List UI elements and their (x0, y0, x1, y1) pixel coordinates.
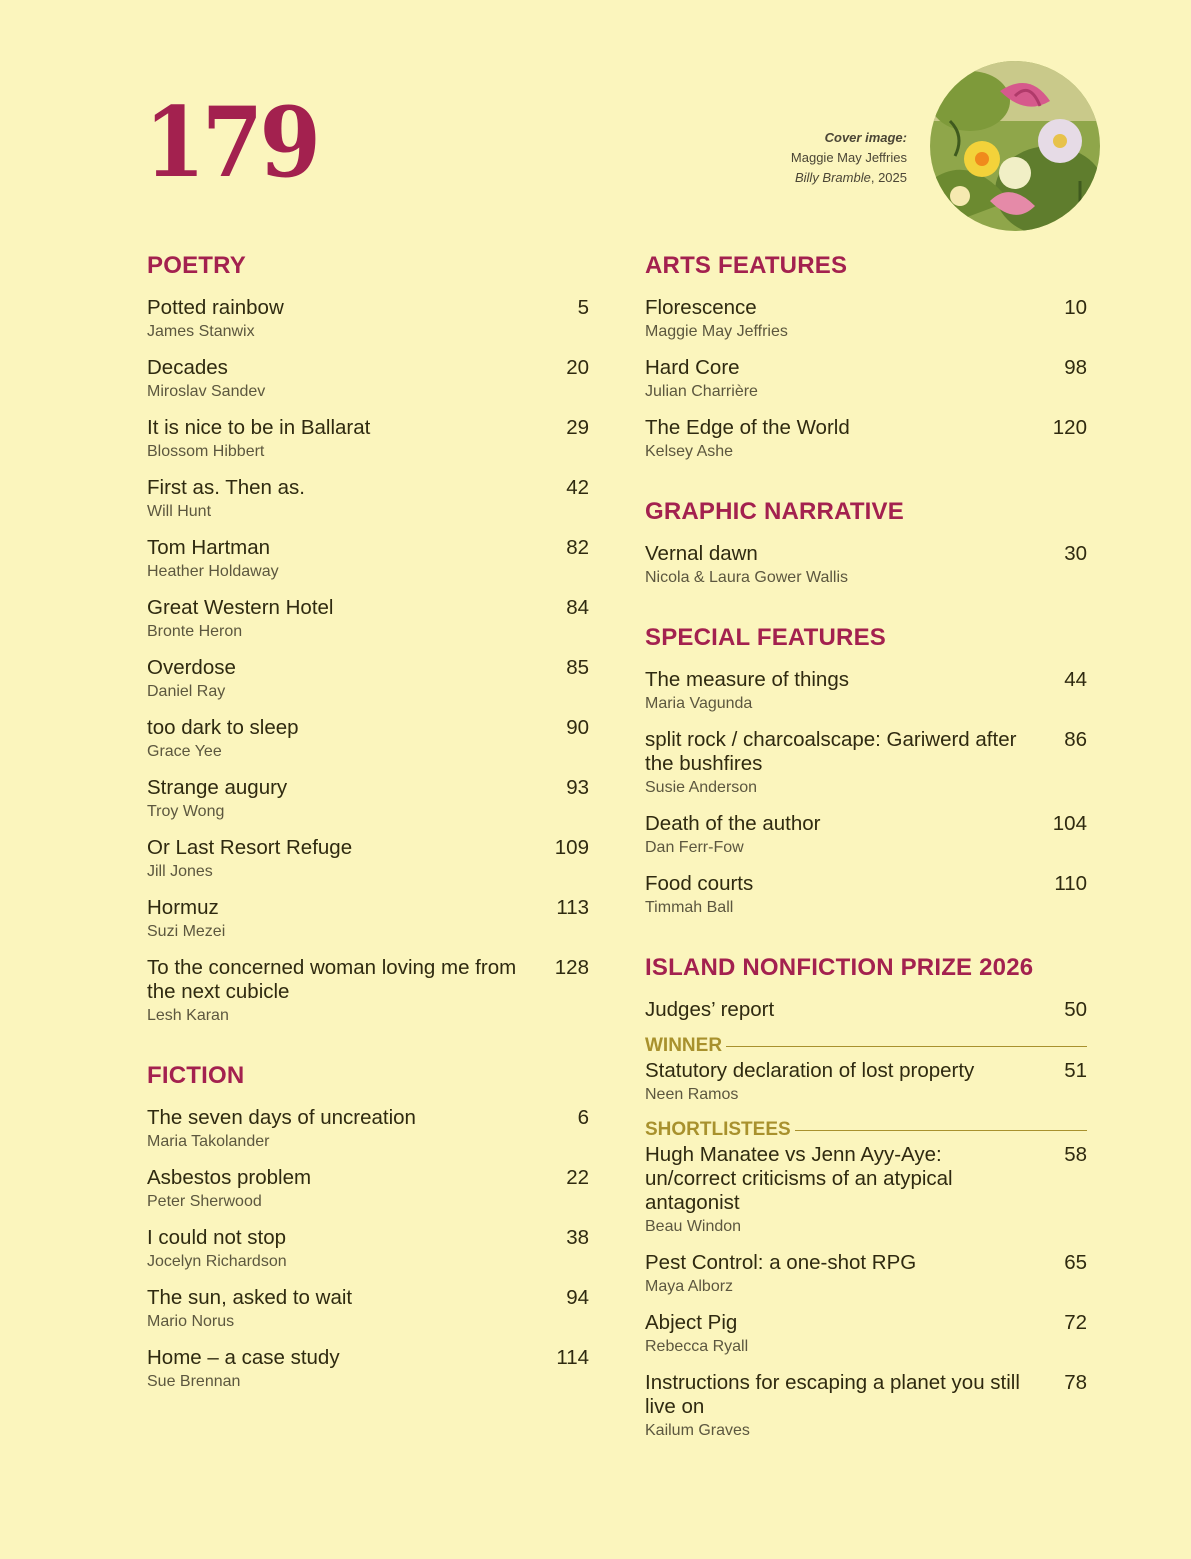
section-title: POETRY (147, 252, 246, 279)
entry-author: Rebecca Ryall (645, 1338, 749, 1355)
entry-title: Home – a case study (147, 1346, 340, 1369)
entry-subtitle: un/correct criticisms of an atypical antagonist (645, 1167, 953, 1214)
toc-entry[interactable] (147, 356, 589, 403)
special-list (645, 668, 1087, 919)
section-title: ISLAND NONFICTION PRIZE 2026 (645, 954, 1034, 981)
toc-entry[interactable] (645, 728, 1087, 799)
entry-page: 44 (1064, 668, 1087, 691)
entry-title: Decades (147, 356, 228, 379)
toc-entry[interactable] (147, 776, 589, 823)
section-title: SPECIAL FEATURES (645, 624, 887, 651)
toc-entry[interactable] (645, 998, 1087, 1022)
entry-page: 98 (1064, 356, 1087, 379)
entry-page: 86 (1064, 728, 1087, 751)
entry-page: 22 (566, 1166, 589, 1189)
entry-author: Heather Holdaway (147, 563, 279, 580)
entry-page: 65 (1064, 1251, 1087, 1274)
entry-author: Neen Ramos (645, 1086, 739, 1103)
toc-entry[interactable] (147, 1226, 589, 1273)
entry-author: Maya Alborz (645, 1278, 734, 1295)
entry-page: 104 (1052, 812, 1087, 835)
toc-entry[interactable] (147, 956, 589, 1027)
entry-page: 58 (1064, 1143, 1087, 1166)
entry-title: Judges’ report (645, 998, 775, 1021)
entry-title: Pest Control: a one-shot RPG (645, 1251, 917, 1274)
poetry-list (147, 296, 589, 1027)
entry-title: Potted rainbow (147, 296, 284, 319)
entry-author: Grace Yee (147, 743, 222, 760)
section-special (645, 624, 1087, 919)
entry-author: Blossom Hibbert (147, 443, 265, 460)
cover-work (791, 168, 907, 188)
cover-image (930, 61, 1100, 231)
entry-page: 42 (566, 476, 589, 499)
entry-page: 120 (1052, 416, 1087, 439)
shortlist-label: SHORTLISTEES (645, 1119, 1087, 1141)
entry-author: Suzi Mezei (147, 923, 226, 940)
entry-subtitle: a one-shot RPG (763, 1251, 917, 1274)
entry-title: Great Western Hotel (147, 596, 334, 619)
toc-entry[interactable] (645, 1371, 1087, 1442)
toc-entry[interactable] (147, 1106, 589, 1153)
entry-page: 128 (554, 956, 589, 979)
entry-author: James Stanwix (147, 323, 255, 340)
section-fiction (147, 1062, 589, 1393)
entry-page: 90 (566, 716, 589, 739)
entry-title: Overdose (147, 656, 236, 679)
entry-page: 109 (554, 836, 589, 859)
entry-author: Lesh Karan (147, 1007, 229, 1024)
entry-title: too dark to sleep (147, 716, 299, 739)
section-arts (645, 252, 1087, 463)
entry-title: The measure of things (645, 668, 849, 691)
cover-label: Cover image: (824, 130, 907, 145)
entry-title: Statutory declaration of lost property (645, 1059, 975, 1082)
toc-entry[interactable] (147, 836, 589, 883)
entry-page: 38 (566, 1226, 589, 1249)
winner-label: WINNER (645, 1035, 1087, 1057)
entry-page: 85 (566, 656, 589, 679)
toc-entry[interactable] (147, 416, 589, 463)
divider (726, 1046, 1087, 1047)
entry-title: Hard Core (645, 356, 740, 379)
entry-title: The seven days of uncreation (147, 1106, 416, 1129)
entry-author: Maggie May Jeffries (645, 323, 788, 340)
entry-page: 94 (566, 1286, 589, 1309)
section-poetry (147, 252, 589, 1027)
toc-entry[interactable] (645, 872, 1087, 919)
entry-title: Abject Pig (645, 1311, 738, 1334)
fiction-list (147, 1106, 589, 1393)
toc-entry[interactable] (147, 1166, 589, 1213)
toc-entry[interactable] (645, 1059, 1087, 1106)
entry-author: Maria Vagunda (645, 695, 753, 712)
toc-entry[interactable] (645, 296, 1087, 343)
entry-title: Strange augury (147, 776, 288, 799)
entry-page: 29 (566, 416, 589, 439)
toc-entry[interactable] (645, 1143, 1087, 1238)
divider (795, 1130, 1087, 1131)
issue-number: 179 (144, 86, 318, 199)
toc-entry[interactable] (645, 812, 1087, 859)
entry-page: 10 (1064, 296, 1087, 319)
entry-author: Beau Windon (645, 1218, 742, 1235)
entry-author: Nicola & Laura Gower Wallis (645, 569, 849, 586)
entry-title: split rock / charcoalscape: Gariwerd after the bushfires (645, 728, 1017, 775)
entry-author: Daniel Ray (147, 683, 226, 700)
toc-entry[interactable] (645, 542, 1087, 589)
entry-author: Dan Ferr-Fow (645, 839, 744, 856)
entry-title: Death of the author (645, 812, 821, 835)
entry-page: 113 (556, 896, 589, 919)
entry-title: Vernal dawn (645, 542, 758, 565)
entry-author: Kelsey Ashe (645, 443, 734, 460)
entry-title: I could not stop (147, 1226, 287, 1249)
toc-entry[interactable] (147, 1346, 589, 1393)
cover-artist: Maggie May Jeffries (790, 150, 907, 165)
section-title: GRAPHIC NARRATIVE (645, 498, 904, 525)
entry-author: Troy Wong (147, 803, 225, 820)
entry-page: 51 (1064, 1059, 1087, 1082)
section-prize (645, 954, 1087, 1442)
toc-entry[interactable] (147, 656, 589, 703)
entry-title: Hugh Manatee vs Jenn Ayy-Aye: un/correct criticisms of an atypical antagonist (645, 1143, 953, 1214)
entry-author: Jocelyn Richardson (147, 1253, 287, 1270)
entry-title: Hormuz (147, 896, 219, 919)
toc-entry[interactable] (147, 476, 589, 523)
entry-title: Tom Hartman (147, 536, 271, 559)
toc-entry[interactable] (645, 416, 1087, 463)
entry-title: The sun, asked to wait (147, 1286, 353, 1309)
toc-entry[interactable] (147, 296, 589, 343)
entry-page: 30 (1064, 542, 1087, 565)
toc-entry[interactable] (147, 896, 589, 943)
entry-page: 110 (1054, 872, 1087, 895)
right-column (645, 252, 1087, 1455)
entry-author: Will Hunt (147, 503, 212, 520)
shortlist-list (645, 1143, 1087, 1442)
entry-title: It is nice to be in Ballarat (147, 416, 371, 439)
entry-title: Florescence (645, 296, 757, 319)
entry-author: Timmah Ball (645, 899, 734, 916)
toc-entry[interactable] (645, 1311, 1087, 1358)
entry-page: 82 (566, 536, 589, 559)
entry-title: Instructions for escaping a planet you still live on (645, 1371, 1020, 1418)
entry-title: Asbestos problem (147, 1166, 312, 1189)
toc-entry[interactable] (147, 1286, 589, 1333)
entry-author: Julian Charrière (645, 383, 758, 400)
entry-page: 93 (566, 776, 589, 799)
entry-author: Sue Brennan (147, 1373, 241, 1390)
entry-author: Mario Norus (147, 1313, 235, 1330)
cover-work-title: Billy Bramble (794, 170, 871, 185)
left-column (147, 252, 589, 1406)
section-title: FICTION (147, 1062, 245, 1089)
toc-entry[interactable] (147, 536, 589, 583)
toc-entry[interactable] (645, 668, 1087, 715)
entry-author: Maria Takolander (147, 1133, 270, 1150)
graphic-list (645, 542, 1087, 589)
entry-title: Or Last Resort Refuge (147, 836, 353, 859)
entry-author: Jill Jones (147, 863, 213, 880)
entry-title: First as. Then as. (147, 476, 305, 499)
entry-author: Miroslav Sandev (147, 383, 266, 400)
entry-title: To the concerned woman loving me from the next cubicle (147, 956, 517, 1003)
entry-page: 84 (566, 596, 589, 619)
entry-title: Food courts (645, 872, 754, 895)
entry-page: 78 (1064, 1371, 1087, 1394)
section-title: ARTS FEATURES (645, 252, 848, 279)
entry-page: 5 (577, 296, 589, 319)
entry-page: 6 (577, 1106, 589, 1129)
entry-page: 114 (556, 1346, 589, 1369)
entry-page: 20 (566, 356, 589, 379)
toc-entry[interactable] (645, 356, 1087, 403)
entry-author: Peter Sherwood (147, 1193, 262, 1210)
entry-author: Susie Anderson (645, 779, 758, 796)
entry-title: The Edge of the World (645, 416, 850, 439)
cover-work-year: , 2025 (870, 170, 907, 185)
entry-author: Kailum Graves (645, 1422, 750, 1439)
cover-credit (791, 128, 907, 188)
entry-author: Bronte Heron (147, 623, 243, 640)
toc-entry[interactable] (645, 1251, 1087, 1298)
toc-entry[interactable] (147, 596, 589, 643)
toc-entry[interactable] (147, 716, 589, 763)
section-graphic (645, 498, 1087, 589)
arts-list (645, 296, 1087, 463)
entry-page: 72 (1064, 1311, 1087, 1334)
entry-page: 50 (1064, 998, 1087, 1021)
